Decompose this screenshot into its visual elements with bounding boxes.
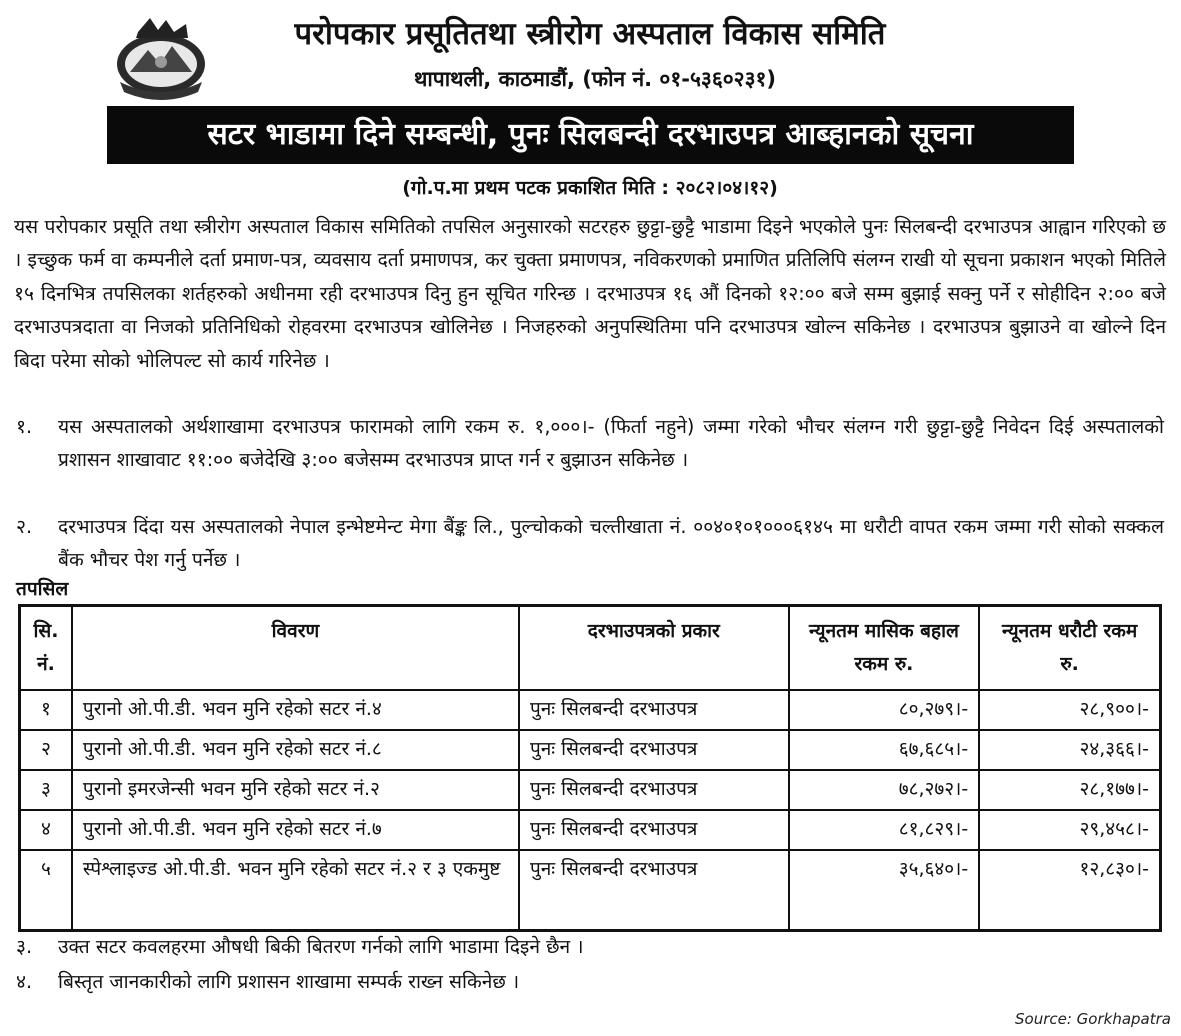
schedule-heading: तपसिल <box>16 578 69 600</box>
cell-deposit: २८,९००।- <box>979 690 1160 730</box>
cell-sn: ५ <box>20 850 72 931</box>
cell-monthly-rent: ७८,२७२।- <box>789 770 980 810</box>
cell-deposit: १२,८३०।- <box>979 850 1160 931</box>
column-header-monthly-rent: न्यूनतम मासिक बहाल रकम रु. <box>789 606 980 691</box>
notice-paragraph <box>14 210 1166 377</box>
note-number: ४. <box>16 970 33 993</box>
table-row <box>20 690 1161 730</box>
cell-description: पुरानो ओ.पी.डी. भवन मुनि रहेको सटर नं.४ <box>72 690 519 730</box>
cell-sn: ३ <box>20 770 72 810</box>
cell-description: पुरानो ओ.पी.डी. भवन मुनि रहेको सटर नं.७ <box>72 810 519 850</box>
cell-description: पुरानो ओ.पी.डी. भवन मुनि रहेको सटर नं.८ <box>72 730 519 770</box>
cell-tender-type: पुनः सिलबन्दी दरभाउपत्र <box>519 690 789 730</box>
organization-address: थापाथली, काठमाडौं, (फोन नं. ०१-५३६०२३१) <box>413 67 777 91</box>
schedule-table <box>18 604 1162 932</box>
source-credit: Source: Gorkhapatra <box>1015 1010 1171 1028</box>
cell-monthly-rent: ८१,८२९।- <box>789 810 980 850</box>
cell-monthly-rent: ८०,२७९।- <box>789 690 980 730</box>
nepal-government-emblem-icon <box>108 12 214 100</box>
cell-description: पुरानो इमरजेन्सी भवन मुनि रहेको सटर नं.२ <box>72 770 519 810</box>
cell-sn: ४ <box>20 810 72 850</box>
paragraph-text: यस परोपकार प्रसूति तथा स्त्रीरोग अस्पताल विकास समितिको तपसिल अनुसारको सटरहरु छुट्टा-छुट्टै भाडामा दिइने भएकोले पुनः सिलबन्दी दरभाउपत्र आह्वान गरिएको छ । इच्छुक फर्म वा कम्पनीले दर्ता प्रमाण-पत्र, व्यवसाय दर्ता प्रमाणपत्र, कर चुक्ता प्रमाणपत्र, नविकरणको प्रमाणित प्रतिलिपि संलग्न राखी यो सूचना प्रकाशन भएको मितिले १५ दिनभित्र तपसिलका शर्तहरुको अधीनमा रही दरभाउपत्र दिनु हुन सूचित गरिन्छ । दरभाउपत्र १६ औं दिनको १२:०० बजे सम्म बुझाई सक्नु पर्ने र सोहीदिन २:०० बजे दरभाउपत्रदाता वा निजको प्रतिनिधिको रोहवरमा दरभाउपत्र खोलिनेछ । निजहरुको अनुपस्थितिमा पनि दरभाउपत्र खोल्न सकिनेछ । दरभाउपत्र बुझाउने वा खोल्ने दिन बिदा परेमा सोको भोलिपल्ट सो कार्य गरिनेछ । <box>14 215 1166 372</box>
column-header-deposit: न्यूनतम धरौटी रकम रु. <box>979 606 1160 691</box>
column-header-description: विवरण <box>72 606 519 691</box>
table-row <box>20 850 1161 931</box>
cell-tender-type: पुनः सिलबन्दी दरभाउपत्र <box>519 850 789 931</box>
table-header-row <box>20 606 1161 691</box>
condition-item <box>14 510 1166 578</box>
condition-text: दरभाउपत्र दिंदा यस अस्पतालको नेपाल इन्भेष्टमेन्ट मेगा बैंङ्क लि., पुल्चोकको चल्तीखाता नं. ००४०१०१०००६१४५ मा धरौटी वापत रकम जम्मा गरी सोको सक्कल बैंक भौचर पेश गर्नु पर्नेछ । <box>58 515 1164 572</box>
cell-sn: १ <box>20 690 72 730</box>
cell-monthly-rent: ६७,६८५।- <box>789 730 980 770</box>
cell-tender-type: पुनः सिलबन्दी दरभाउपत्र <box>519 810 789 850</box>
cell-deposit: २४,३६६।- <box>979 730 1160 770</box>
cell-description: स्पेश्लाइज्ड ओ.पी.डी. भवन मुनि रहेको सटर नं.२ र ३ एकमुष्ट <box>72 850 519 931</box>
column-header-sn: सि. नं. <box>20 606 72 691</box>
note-text: बिस्तृत जानकारीको लागि प्रशासन शाखामा सम्पर्क राख्न सकिनेछ । <box>58 970 520 993</box>
cell-tender-type: पुनः सिलबन्दी दरभाउपत्र <box>519 730 789 770</box>
cell-deposit: २८,१७७।- <box>979 770 1160 810</box>
condition-item <box>14 410 1166 510</box>
cell-tender-type: पुनः सिलबन्दी दरभाउपत्र <box>519 770 789 810</box>
column-header-tender-type: दरभाउपत्रको प्रकार <box>519 606 789 691</box>
condition-number: २. <box>16 515 33 538</box>
condition-number: १. <box>16 415 33 438</box>
cell-deposit: २९,४५८।- <box>979 810 1160 850</box>
condition-text: यस अस्पतालको अर्थशाखामा दरभाउपत्र फारामको लागि रकम रु. १,०००।- (फिर्ता नहुने) जम्मा गरेको भौचर संलग्न गरी छुट्टा-छुट्टै निवेदन दिई अस्पतालको प्रशासन शाखावाट ११:०० बजेदेखि ३:०० बजेसम्म दरभाउपत्र प्राप्त गर्न र बुझाउन सकिनेछ । <box>58 415 1164 472</box>
cell-sn: २ <box>20 730 72 770</box>
organization-name: परोपकार प्रसूतितथा स्त्रीरोग अस्पताल विकास समिति <box>294 16 886 52</box>
publication-date: (गो.प.मा प्रथम पटक प्रकाशित मिति : २०८२।०४।१२) <box>402 177 778 199</box>
cell-monthly-rent: ३५,६४०।- <box>789 850 980 931</box>
table-row <box>20 730 1161 770</box>
table-row <box>20 810 1161 850</box>
note-text: उक्त सटर कवलहरमा औषधी बिकी बितरण गर्नको लागि भाडामा दिइने छैन । <box>58 935 584 958</box>
note-number: ३. <box>16 935 33 958</box>
notice-title: सटर भाडामा दिने सम्बन्धी, पुनः सिलबन्दी दरभाउपत्र आब्हानको सूचना <box>107 106 1074 164</box>
table-row <box>20 770 1161 810</box>
